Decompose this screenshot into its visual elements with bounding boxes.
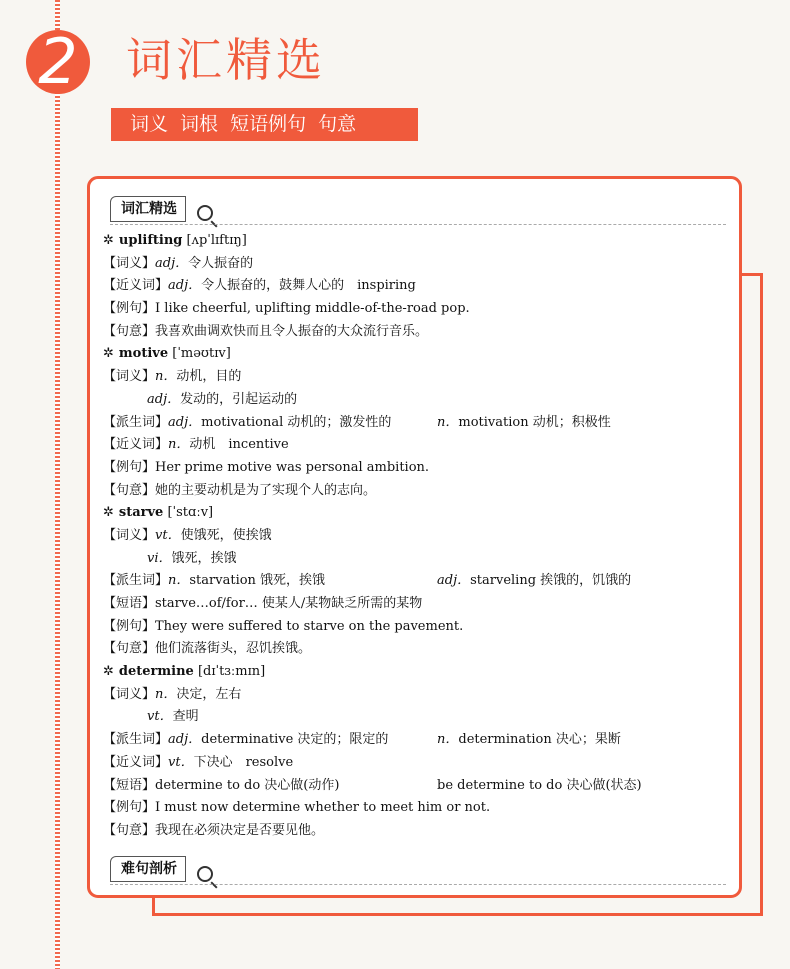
part-of-speech: n． [437, 414, 459, 430]
entry-text: 令人振奋的，鼓舞人心的 inspiring [201, 278, 416, 294]
entry-text: I must now determine whether to meet him or not. [155, 800, 491, 816]
entry-text: 动机 incentive [189, 437, 289, 453]
entry-line [103, 820, 733, 843]
entry-text: starveling 挨饿的，饥饿的 [470, 573, 632, 589]
entry-text: 他们流落街头，忍饥挨饿。 [155, 641, 312, 657]
entry-label: 【例句】 [103, 800, 156, 816]
word-entry-heading [103, 230, 733, 253]
entry-text: 发动的，引起运动的 [180, 391, 298, 407]
entry-label: 【词义】 [103, 369, 156, 385]
entry-label: 【词义】 [103, 255, 156, 271]
divider [110, 224, 726, 225]
part-of-speech: n． [168, 437, 190, 453]
entry-label: 【句意】 [103, 641, 156, 657]
entry-line [103, 298, 733, 321]
part-of-speech: n． [155, 686, 177, 702]
part-of-speech: adj． [168, 732, 202, 748]
phonetic: [dɪˈtɜːmɪn] [197, 664, 266, 680]
section-number-badge: 2 [26, 30, 90, 94]
headword: motive [118, 346, 169, 362]
part-of-speech: vt． [147, 709, 173, 725]
part-of-speech: adj． [168, 414, 202, 430]
phonetic: [ˈməʊtɪv] [172, 346, 231, 362]
entry-label: 【例句】 [103, 459, 156, 475]
part-of-speech: adj． [437, 573, 471, 589]
word-entry-heading [103, 661, 733, 684]
part-of-speech: adj． [147, 391, 181, 407]
entry-text: determinative 决定的；限定的 [201, 732, 389, 748]
second-column [437, 775, 642, 798]
word-entry-heading [103, 502, 733, 525]
entry-text: be determine to do 决心做(状态) [437, 777, 642, 793]
asterisk-icon: ✲ [103, 664, 114, 680]
second-column [437, 729, 621, 752]
entry-label: 【派生词】 [103, 573, 169, 589]
part-of-speech: n． [155, 369, 177, 385]
entry-label: 【句意】 [103, 822, 156, 838]
headword: uplifting [118, 233, 183, 248]
entry-line [103, 797, 733, 820]
entry-line [103, 548, 733, 571]
entry-line [103, 570, 733, 593]
page-title: 词汇精选 [126, 33, 326, 87]
entry-text: 使饿死，使挨饿 [180, 527, 272, 543]
word-entry-heading [103, 343, 733, 366]
part-of-speech: adj． [168, 278, 202, 294]
entry-text: starvation 饿死，挨饿 [189, 573, 326, 589]
entry-text: I like cheerful, uplifting middle-of-the-road pop. [155, 301, 470, 317]
entry-label: 【派生词】 [103, 414, 169, 430]
section-tag-difficult: 难句剖析 [110, 856, 186, 882]
entry-line [103, 752, 733, 775]
entry-line [103, 706, 733, 729]
entry-text: 下决心 resolve [193, 754, 294, 770]
entry-line [103, 593, 733, 616]
entry-label: 【近义词】 [103, 754, 169, 770]
entry-label: 【例句】 [103, 301, 156, 317]
phonetic: [ˈstɑːv] [167, 505, 214, 521]
entry-text: motivational 动机的；激发性的 [201, 414, 392, 430]
entry-label: 【近义词】 [103, 437, 169, 453]
entry-text: 决定，左右 [176, 686, 242, 702]
entry-line [103, 412, 733, 435]
entry-text: starve…of/for… 使某人/某物缺乏所需的某物 [155, 596, 423, 611]
entry-text: 查明 [172, 709, 199, 725]
phonetic: [ʌpˈlɪftɪŋ] [186, 233, 247, 248]
entry-text: 令人振奋的 [188, 255, 254, 271]
asterisk-icon: ✲ [103, 505, 114, 521]
asterisk-icon: ✲ [103, 346, 114, 362]
magnifier-icon [197, 205, 213, 221]
entry-line [103, 321, 733, 344]
headword: starve [118, 505, 164, 521]
entry-label: 【句意】 [103, 323, 156, 339]
entry-label: 【词义】 [103, 527, 156, 543]
part-of-speech: vi． [147, 550, 172, 566]
part-of-speech: vt． [168, 754, 194, 770]
entry-line [103, 684, 733, 707]
section-tag-vocab: 词汇精选 [110, 196, 186, 222]
entry-label: 【句意】 [103, 482, 156, 498]
entry-text: motivation 动机；积极性 [458, 414, 611, 430]
asterisk-icon: ✲ [103, 233, 114, 248]
entry-line [103, 616, 733, 639]
entry-text: 我现在必须决定是否要见他。 [155, 822, 325, 838]
entry-label: 【近义词】 [103, 278, 169, 294]
entry-text: Her prime motive was personal ambition. [155, 459, 430, 475]
headword: determine [118, 664, 194, 680]
entry-line [103, 434, 733, 457]
vocab-list [103, 230, 733, 843]
second-column [437, 570, 631, 593]
entry-text: 我喜欢曲调欢快而且令人振奋的大众流行音乐。 [155, 323, 429, 339]
divider [110, 884, 726, 885]
part-of-speech: n． [437, 732, 459, 748]
entry-line [103, 638, 733, 661]
entry-label: 【词义】 [103, 686, 156, 702]
entry-line [103, 729, 733, 752]
entry-label: 【派生词】 [103, 732, 169, 748]
part-of-speech: vt． [155, 527, 181, 543]
entry-line [103, 457, 733, 480]
part-of-speech: n． [168, 573, 190, 589]
part-of-speech: adj． [155, 255, 189, 271]
entry-line [103, 275, 733, 298]
entry-line [103, 775, 733, 798]
entry-label: 【短语】 [103, 777, 156, 793]
entry-text: 饿死，挨饿 [171, 550, 237, 566]
entry-text: determine to do 决心做(动作) [155, 777, 340, 793]
entry-line [103, 366, 733, 389]
entry-label: 【短语】 [103, 596, 156, 611]
second-column [437, 412, 611, 435]
dotted-divider [55, 0, 60, 969]
magnifier-icon [197, 866, 213, 882]
entry-line [103, 253, 733, 276]
entry-text: 她的主要动机是为了实现个人的志向。 [155, 482, 377, 498]
entry-label: 【例句】 [103, 618, 156, 634]
entry-line [103, 525, 733, 548]
entry-line [103, 389, 733, 412]
entry-text: They were suffered to starve on the pavement. [155, 618, 464, 634]
entry-text: 动机，目的 [176, 369, 242, 385]
entry-text: determination 决心；果断 [458, 732, 621, 748]
entry-line [103, 480, 733, 503]
subtitle-banner: 词义 词根 短语例句 句意 [111, 108, 418, 141]
